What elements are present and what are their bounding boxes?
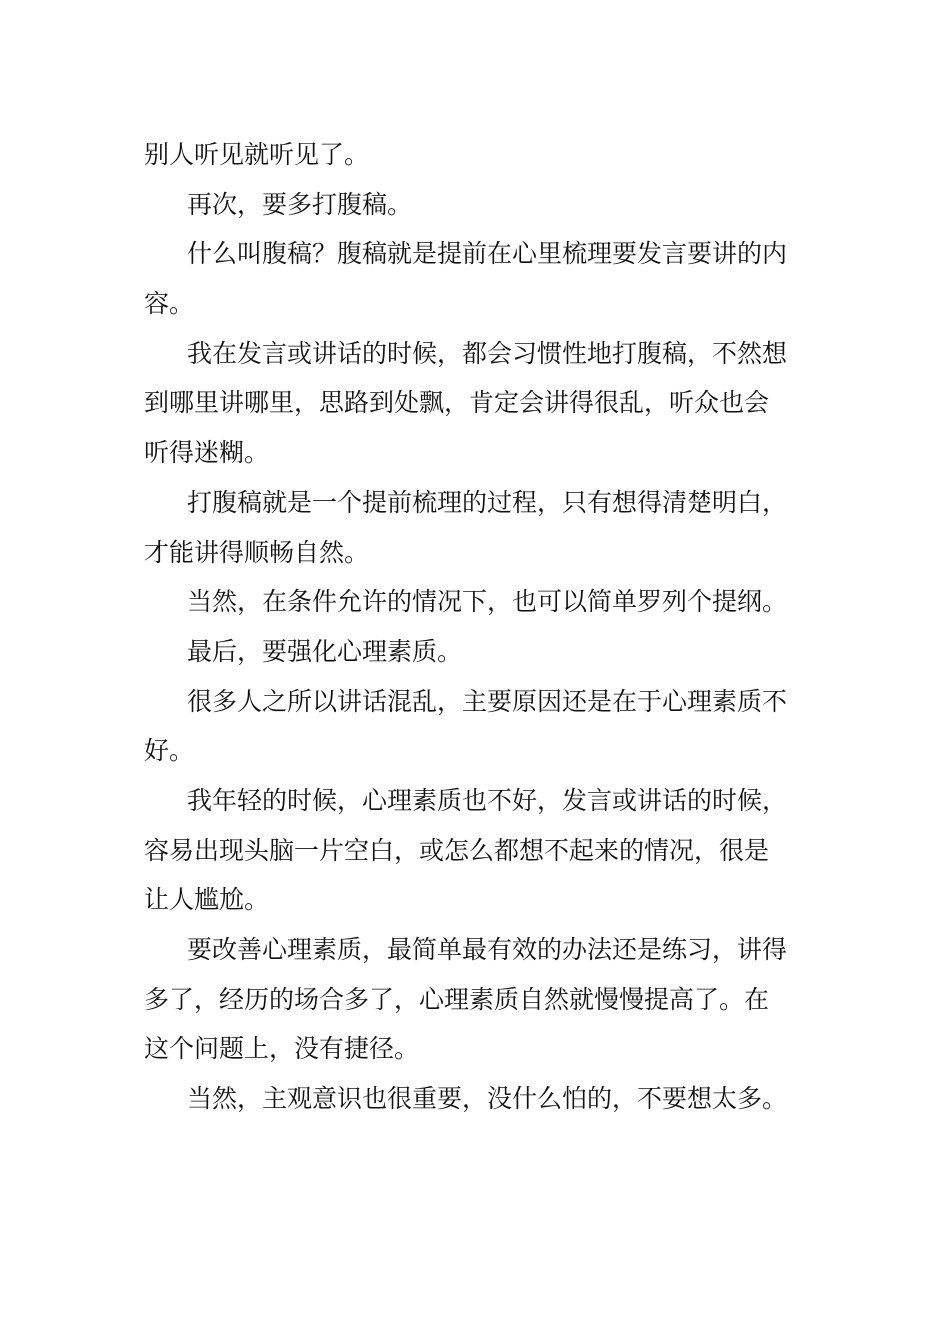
paragraph-first-line: 再次，要多打腹稿。	[187, 189, 413, 219]
text-line: 听得迷糊。	[144, 438, 270, 468]
text-line: 才能讲得顺畅自然。	[144, 537, 370, 567]
text-line: 别人听见就听见了。	[144, 140, 370, 169]
text-line: 容易出现头脑一片空白，或怎么都想不起来的情况，很是	[144, 835, 770, 865]
text-line: 容。	[144, 289, 195, 319]
paragraph-first-line: 什么叫腹稿？腹稿就是提前在心里梳理要发言要讲的内	[187, 239, 788, 269]
text-line: 这个问题上，没有捷径。	[144, 1034, 420, 1064]
text-line: 让人尴尬。	[144, 885, 270, 915]
paragraph-first-line: 要改善心理素质，最简单最有效的办法还是练习，讲得	[187, 935, 788, 964]
document-body	[144, 130, 810, 1124]
text-line: 多了，经历的场合多了，心理素质自然就慢慢提高了。在	[144, 984, 770, 1014]
paragraph-first-line: 打腹稿就是一个提前梳理的过程，只有想得清楚明白，	[187, 487, 788, 517]
text-line: 好。	[144, 736, 195, 766]
paragraph-first-line: 我在发言或讲话的时候，都会习惯性地打腹稿，不然想	[187, 338, 788, 368]
paragraph-first-line: 很多人之所以讲话混乱，主要原因还是在于心理素质不	[187, 686, 788, 716]
text-line: 到哪里讲哪里，思路到处飘，肯定会讲得很乱，听众也会	[144, 388, 770, 418]
paragraph-first-line: 最后，要强化心理素质。	[187, 636, 463, 666]
paragraph-first-line: 我年轻的时候，心理素质也不好，发言或讲话的时候，	[187, 785, 788, 815]
paragraph-first-line: 当然，在条件允许的情况下，也可以简单罗列个提纲。	[187, 587, 788, 617]
paragraph-first-line: 当然，主观意识也很重要，没什么怕的，不要想太多。	[187, 1084, 788, 1114]
